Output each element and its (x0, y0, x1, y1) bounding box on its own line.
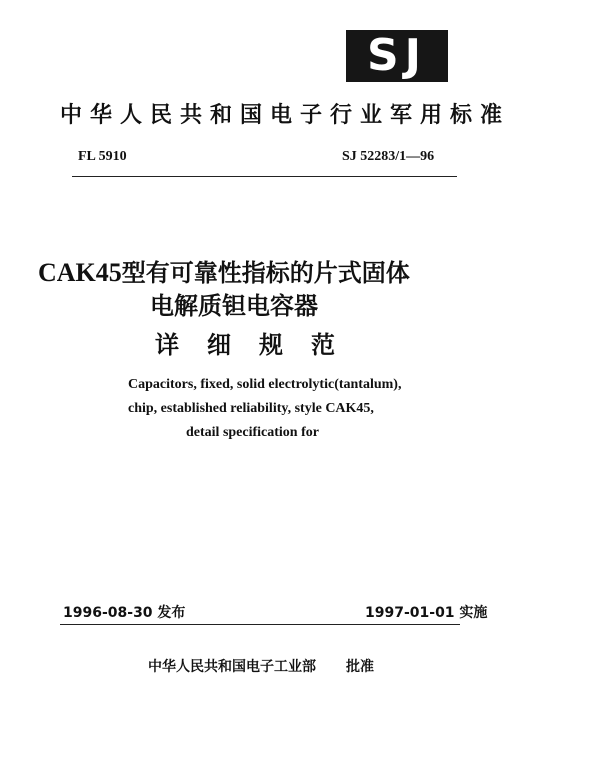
sj-logo (346, 30, 448, 82)
sj-logo-text: SJ (366, 30, 428, 81)
title-en-line3: detail specification for (186, 425, 319, 440)
issue-date: 1996-08-30 发布 (63, 605, 186, 621)
title-cn-line2: 电解质钽电容器 (150, 292, 318, 320)
title-model-code: CAK45 (38, 258, 122, 287)
title-cn-line1 (38, 253, 410, 288)
standard-number: SJ 52283/1—96 (342, 149, 435, 164)
approving-authority: 中华人民共和国电子工业部 (148, 659, 316, 675)
header-divider (72, 176, 457, 177)
classification-code: FL 5910 (78, 149, 127, 164)
implementation-date: 1997-01-01 实施 (365, 605, 488, 621)
footer-divider (60, 624, 460, 625)
title-en-line2: chip, established reliability, style CAK45, (128, 401, 374, 416)
title-en-line1: Capacitors, fixed, solid electrolytic(tantalum), (128, 377, 402, 392)
standard-category: 中华人民共和国电子行业军用标准 (60, 103, 511, 128)
title-cn-line1-text: 型有可靠性指标的片式固体 (121, 259, 410, 287)
title-cn-line3: 详细规范 (155, 331, 363, 359)
approval-label: 批准 (346, 659, 374, 675)
